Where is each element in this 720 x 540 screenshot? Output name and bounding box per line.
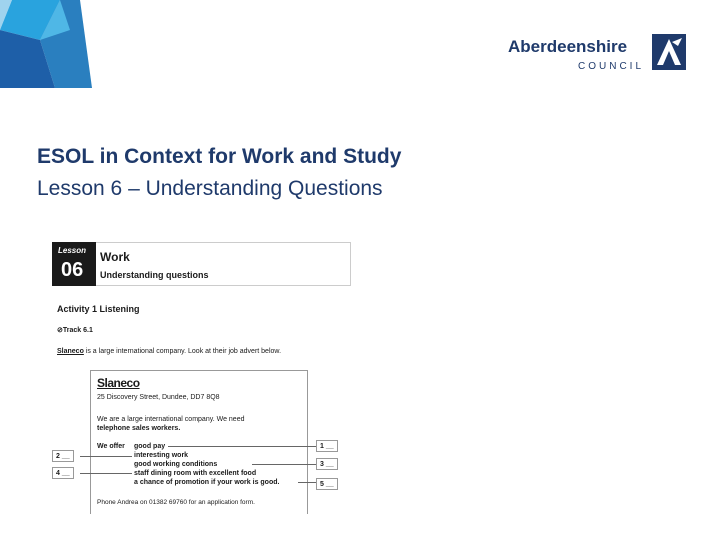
logo-council-text: COUNCIL <box>578 61 645 72</box>
answer-blank-1: 1 __ <box>316 440 338 452</box>
lesson-number: 06 <box>61 259 84 281</box>
decorative-corner-graphic <box>0 0 100 90</box>
advert-item: interesting work <box>134 452 189 459</box>
lesson-label: Lesson <box>58 246 87 255</box>
advert-line-1: We are a large international company. We need <box>97 416 245 423</box>
track-text: Track 6.1 <box>62 327 93 334</box>
lesson-subtitle: Understanding questions <box>100 270 209 280</box>
leader-line <box>80 473 132 474</box>
aberdeenshire-council-logo <box>508 34 688 76</box>
answer-blank-2: 2 __ <box>52 450 74 462</box>
slide-subtitle: Lesson 6 – Understanding Questions <box>37 177 383 200</box>
answer-blank-4: 4 __ <box>52 467 74 479</box>
advert-logo: Slaneco <box>97 376 140 390</box>
leader-line <box>80 456 132 457</box>
logo-a-mark-icon <box>652 34 686 70</box>
advert-item: staff dining room with excellent food <box>134 470 257 477</box>
job-advert <box>90 370 308 514</box>
leader-line <box>298 482 316 483</box>
lesson-number-box <box>52 242 96 286</box>
lesson-heading <box>96 242 351 286</box>
intro-text <box>57 348 281 355</box>
advert-item: a chance of promotion if your work is good. <box>134 479 280 486</box>
lesson-title: Work <box>100 250 130 264</box>
audio-track-label: ⊘Track 6.1 <box>57 327 93 334</box>
advert-offer-label: We offer <box>97 443 125 450</box>
advert-line-2: telephone sales workers. <box>97 425 181 432</box>
logo-wordmark: Aberdeenshire <box>508 37 628 56</box>
advert-address: 25 Discovery Street, Dundee, DD7 8Q8 <box>97 394 220 401</box>
activity-heading: Activity 1 Listening <box>57 304 140 314</box>
answer-blank-3: 3 __ <box>316 458 338 470</box>
advert-item: good pay <box>134 443 166 450</box>
intro-brand: Slaneco <box>57 348 84 355</box>
answer-blank-5: 5 __ <box>316 478 338 490</box>
slide-title: ESOL in Context for Work and Study <box>37 145 402 168</box>
leader-line <box>168 446 316 447</box>
textbook-page-image <box>52 242 352 514</box>
leader-line <box>252 464 316 465</box>
advert-phone: Phone Andrea on 01382 69760 for an application form. <box>97 499 255 506</box>
advert-item: good working conditions <box>134 461 218 468</box>
intro-rest: is a large international company. Look at their job advert below. <box>83 348 282 355</box>
